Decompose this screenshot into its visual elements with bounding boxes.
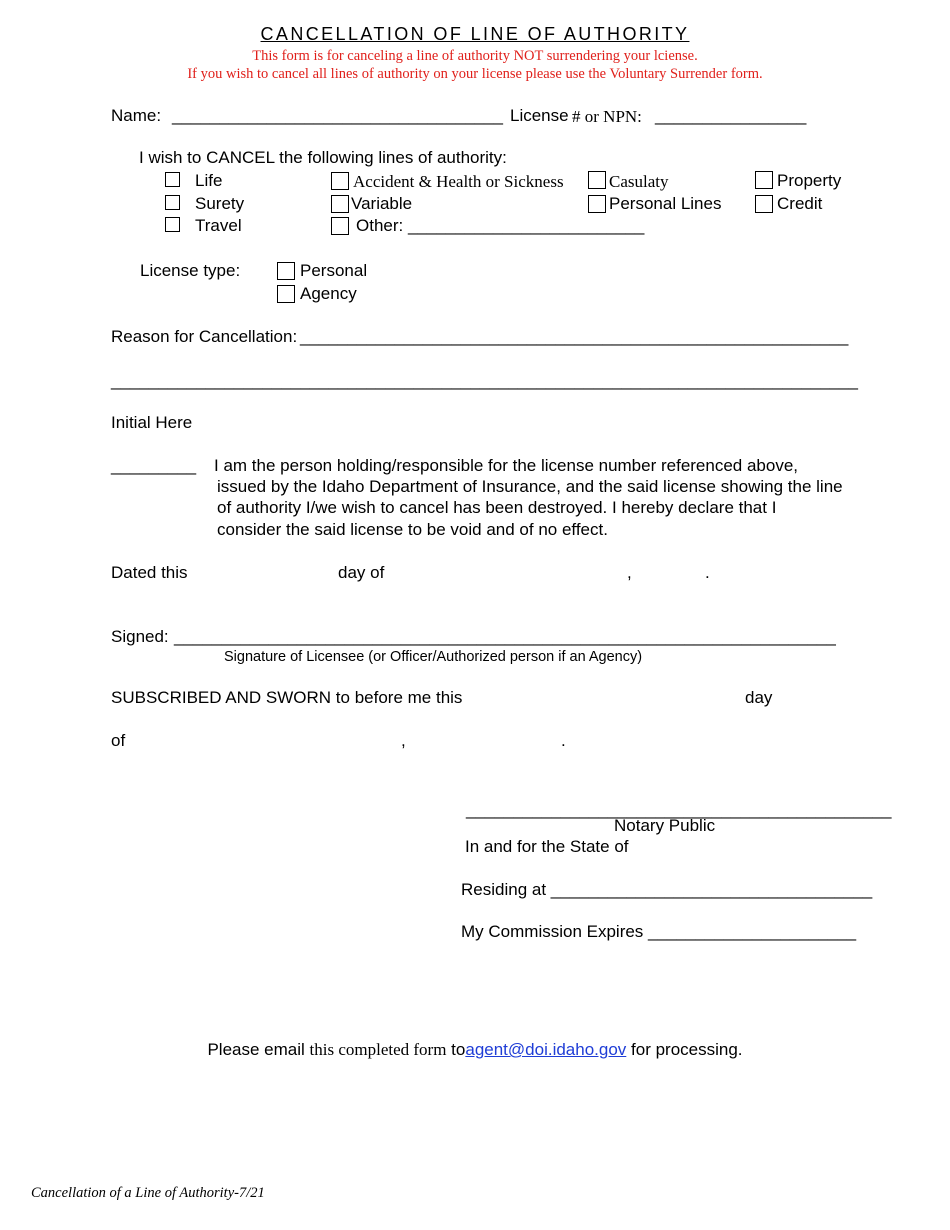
travel-checkbox[interactable]	[165, 217, 180, 232]
notary-state-field[interactable]	[634, 840, 834, 858]
dated-year-field[interactable]	[640, 566, 702, 584]
day-of-label: day of	[338, 563, 385, 582]
declaration-text-2: issued by the Idaho Department of Insurance, and the said license showing the line	[217, 477, 843, 496]
email-link[interactable]: agent@doi.idaho.gov	[465, 1040, 627, 1059]
email-prefix: Please email	[207, 1040, 305, 1059]
license-label: License	[510, 106, 569, 125]
dated-period: .	[705, 563, 710, 582]
casualty-label: Casulaty	[609, 172, 669, 191]
sworn-month-field[interactable]	[134, 734, 396, 752]
credit-label: Credit	[777, 194, 823, 213]
initial-field[interactable]: _________	[111, 456, 197, 475]
commission-expires-field[interactable]: My Commission Expires ______________________	[461, 922, 857, 941]
agency-checkbox[interactable]	[277, 285, 295, 303]
property-label: Property	[777, 171, 842, 190]
reason-label: Reason for Cancellation:	[111, 327, 298, 346]
sworn-day-label: day	[745, 688, 773, 707]
dated-this-label: Dated this	[111, 563, 188, 582]
notice-line-2: If you wish to cancel all lines of authority on your license please use the Voluntary Surrender form.	[187, 66, 763, 82]
email-instructions	[0, 1040, 950, 1060]
agency-label: Agency	[300, 284, 357, 303]
surety-label: Surety	[195, 194, 245, 213]
dated-comma: ,	[627, 563, 632, 582]
reason-field[interactable]: __________________________________________________________	[300, 327, 849, 346]
license-type-label: License type:	[140, 261, 241, 280]
declaration-text-1: I am the person holding/responsible for the license number referenced above,	[214, 456, 799, 475]
life-label: Life	[195, 171, 223, 190]
license-field[interactable]: ________________	[655, 106, 807, 125]
email-to: to	[451, 1040, 466, 1059]
signature-caption: Signature of Licensee (or Officer/Authorized person if an Agency)	[224, 649, 643, 665]
surety-checkbox[interactable]	[165, 195, 180, 210]
credit-checkbox[interactable]	[755, 195, 773, 213]
npn-label: # or NPN:	[572, 107, 642, 126]
accident-health-checkbox[interactable]	[331, 172, 349, 190]
signature-field[interactable]: ______________________________________________________________________	[174, 627, 836, 646]
other-checkbox[interactable]	[331, 217, 349, 235]
casualty-checkbox[interactable]	[588, 171, 606, 189]
dated-month-field[interactable]	[396, 566, 616, 584]
notary-public-label: Notary Public	[614, 816, 716, 835]
residing-at-field[interactable]: Residing at __________________________________	[461, 880, 873, 899]
reason-field-continued[interactable]: _______________________________________________________________________________	[111, 371, 858, 390]
declaration-text-4: consider the said license to be void and of no effect.	[217, 520, 608, 539]
notice-line-1: This form is for canceling a line of authority NOT surrendering your lciense.	[252, 48, 698, 64]
personal-lines-checkbox[interactable]	[588, 195, 606, 213]
sworn-of-label: of	[111, 731, 126, 750]
sworn-text: SUBSCRIBED AND SWORN to before me this	[111, 688, 463, 707]
personal-lines-label: Personal Lines	[609, 194, 722, 213]
signed-label: Signed:	[111, 627, 169, 646]
variable-checkbox[interactable]	[331, 195, 349, 213]
email-suffix: for processing.	[631, 1040, 743, 1059]
notary-state-label: In and for the State of	[465, 837, 629, 856]
dated-day-field[interactable]	[194, 566, 330, 584]
personal-checkbox[interactable]	[277, 262, 295, 280]
form-title: CANCELLATION OF LINE OF AUTHORITY	[260, 24, 690, 44]
other-label[interactable]: Other: _________________________	[356, 216, 645, 235]
email-middle: this completed form	[309, 1040, 447, 1059]
sworn-period: .	[561, 731, 566, 750]
notary-signature-field[interactable]: _____________________________________________	[466, 800, 892, 819]
initial-here-label: Initial Here	[111, 413, 193, 432]
name-field[interactable]: ___________________________________	[172, 106, 503, 125]
life-checkbox[interactable]	[165, 172, 180, 187]
cancel-intro: I wish to CANCEL the following lines of authority:	[139, 148, 507, 167]
personal-label: Personal	[300, 261, 368, 280]
name-label: Name:	[111, 106, 162, 125]
form-identifier: Cancellation of a Line of Authority-7/21	[31, 1185, 265, 1201]
sworn-year-field[interactable]	[412, 734, 557, 752]
accident-health-label: Accident & Health or Sickness	[353, 172, 564, 191]
property-checkbox[interactable]	[755, 171, 773, 189]
variable-label: Variable	[351, 194, 413, 213]
sworn-day-field[interactable]	[482, 691, 732, 709]
travel-label: Travel	[195, 216, 242, 235]
sworn-comma: ,	[401, 731, 406, 750]
declaration-text-3: of authority I/we wish to cancel has been destroyed. I hereby declare that I	[217, 498, 777, 517]
